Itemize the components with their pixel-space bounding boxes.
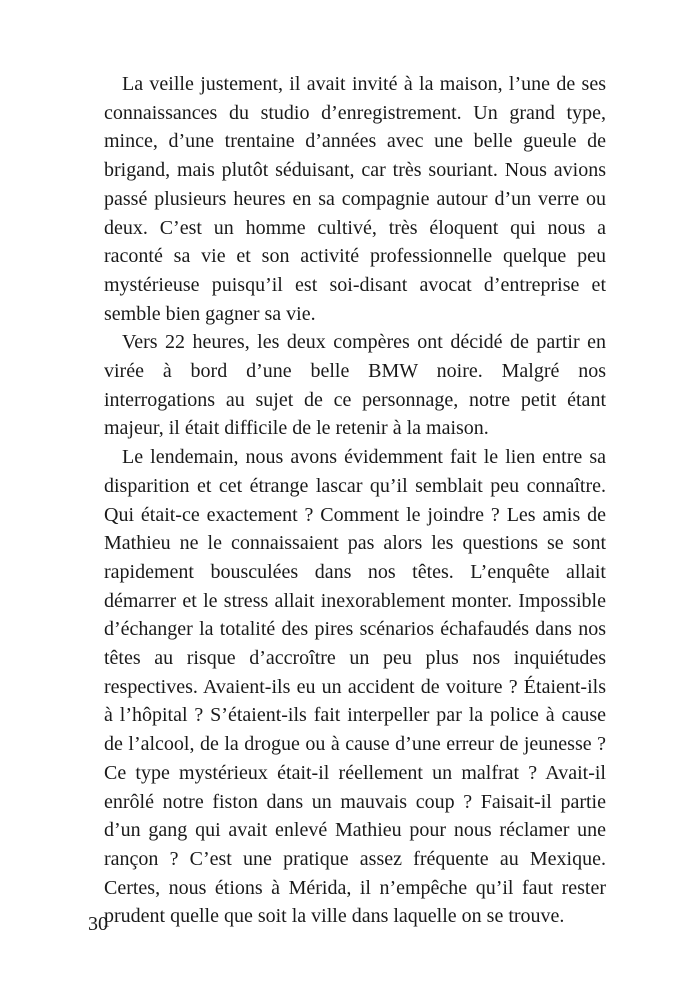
paragraph-3: Le lendemain, nous avons évidemment fait le lien entre sa disparition et cet étrange lascar qu’il semblait peu connaître. Qui était-ce exactement ? Comment le joindre ? Les amis de Mathieu ne le connaissaient pas alors les questions se sont rapidement bousculées dans nos têtes. L’enquête allait démarrer et le stress allait inexorablement monter. Impossible d’échanger la totalité des pires scénarios échafaudés dans nos têtes au risque d’accroître un peu plus nos inquiétudes respectives. Avaient-ils eu un accident de voiture ? Étaient-ils à l’hôpital ? S’étaient-ils fait interpeller par la police à cause de l’alcool, de la drogue ou à cause d’une erreur de jeunesse ? Ce type mystérieux était-il réellement un malfrat ? Avait-il enrôlé notre fiston dans un mauvais coup ? Faisait-il partie d’un gang qui avait enlevé Mathieu pour nous réclamer une rançon ? C’est une pratique assez fréquente au Mexique. Certes, nous étions à Mérida, il n’empêche qu’il faut rester prudent quelle que soit la ville dans laquelle on se trouve. [104,446,606,928]
page-number: 30 [88,913,108,935]
paragraph-1: La veille justement, il avait invité à la maison, l’une de ses connaissances du studio d’enregistrement. Un grand type, mince, d’une trentaine d’années avec une belle gueule de brigand, mais plutôt séduisant, car très souriant. Nous avions passé plusieurs heures en sa compagnie autour d’un verre ou deux. C’est un homme cultivé, très éloquent qui nous a raconté sa vie et son activité professionnelle quelque peu mystérieuse puisqu’il est soi-disant avocat d’entreprise et semble bien gagner sa vie. [104,73,606,325]
paragraph-2: Vers 22 heures, les deux compères ont décidé de partir en virée à bord d’une belle BMW noire. Malgré nos interrogations au sujet de ce personnage, notre petit étant majeur, il était difficile de le retenir à la maison. [104,331,606,440]
page-body [104,70,606,931]
